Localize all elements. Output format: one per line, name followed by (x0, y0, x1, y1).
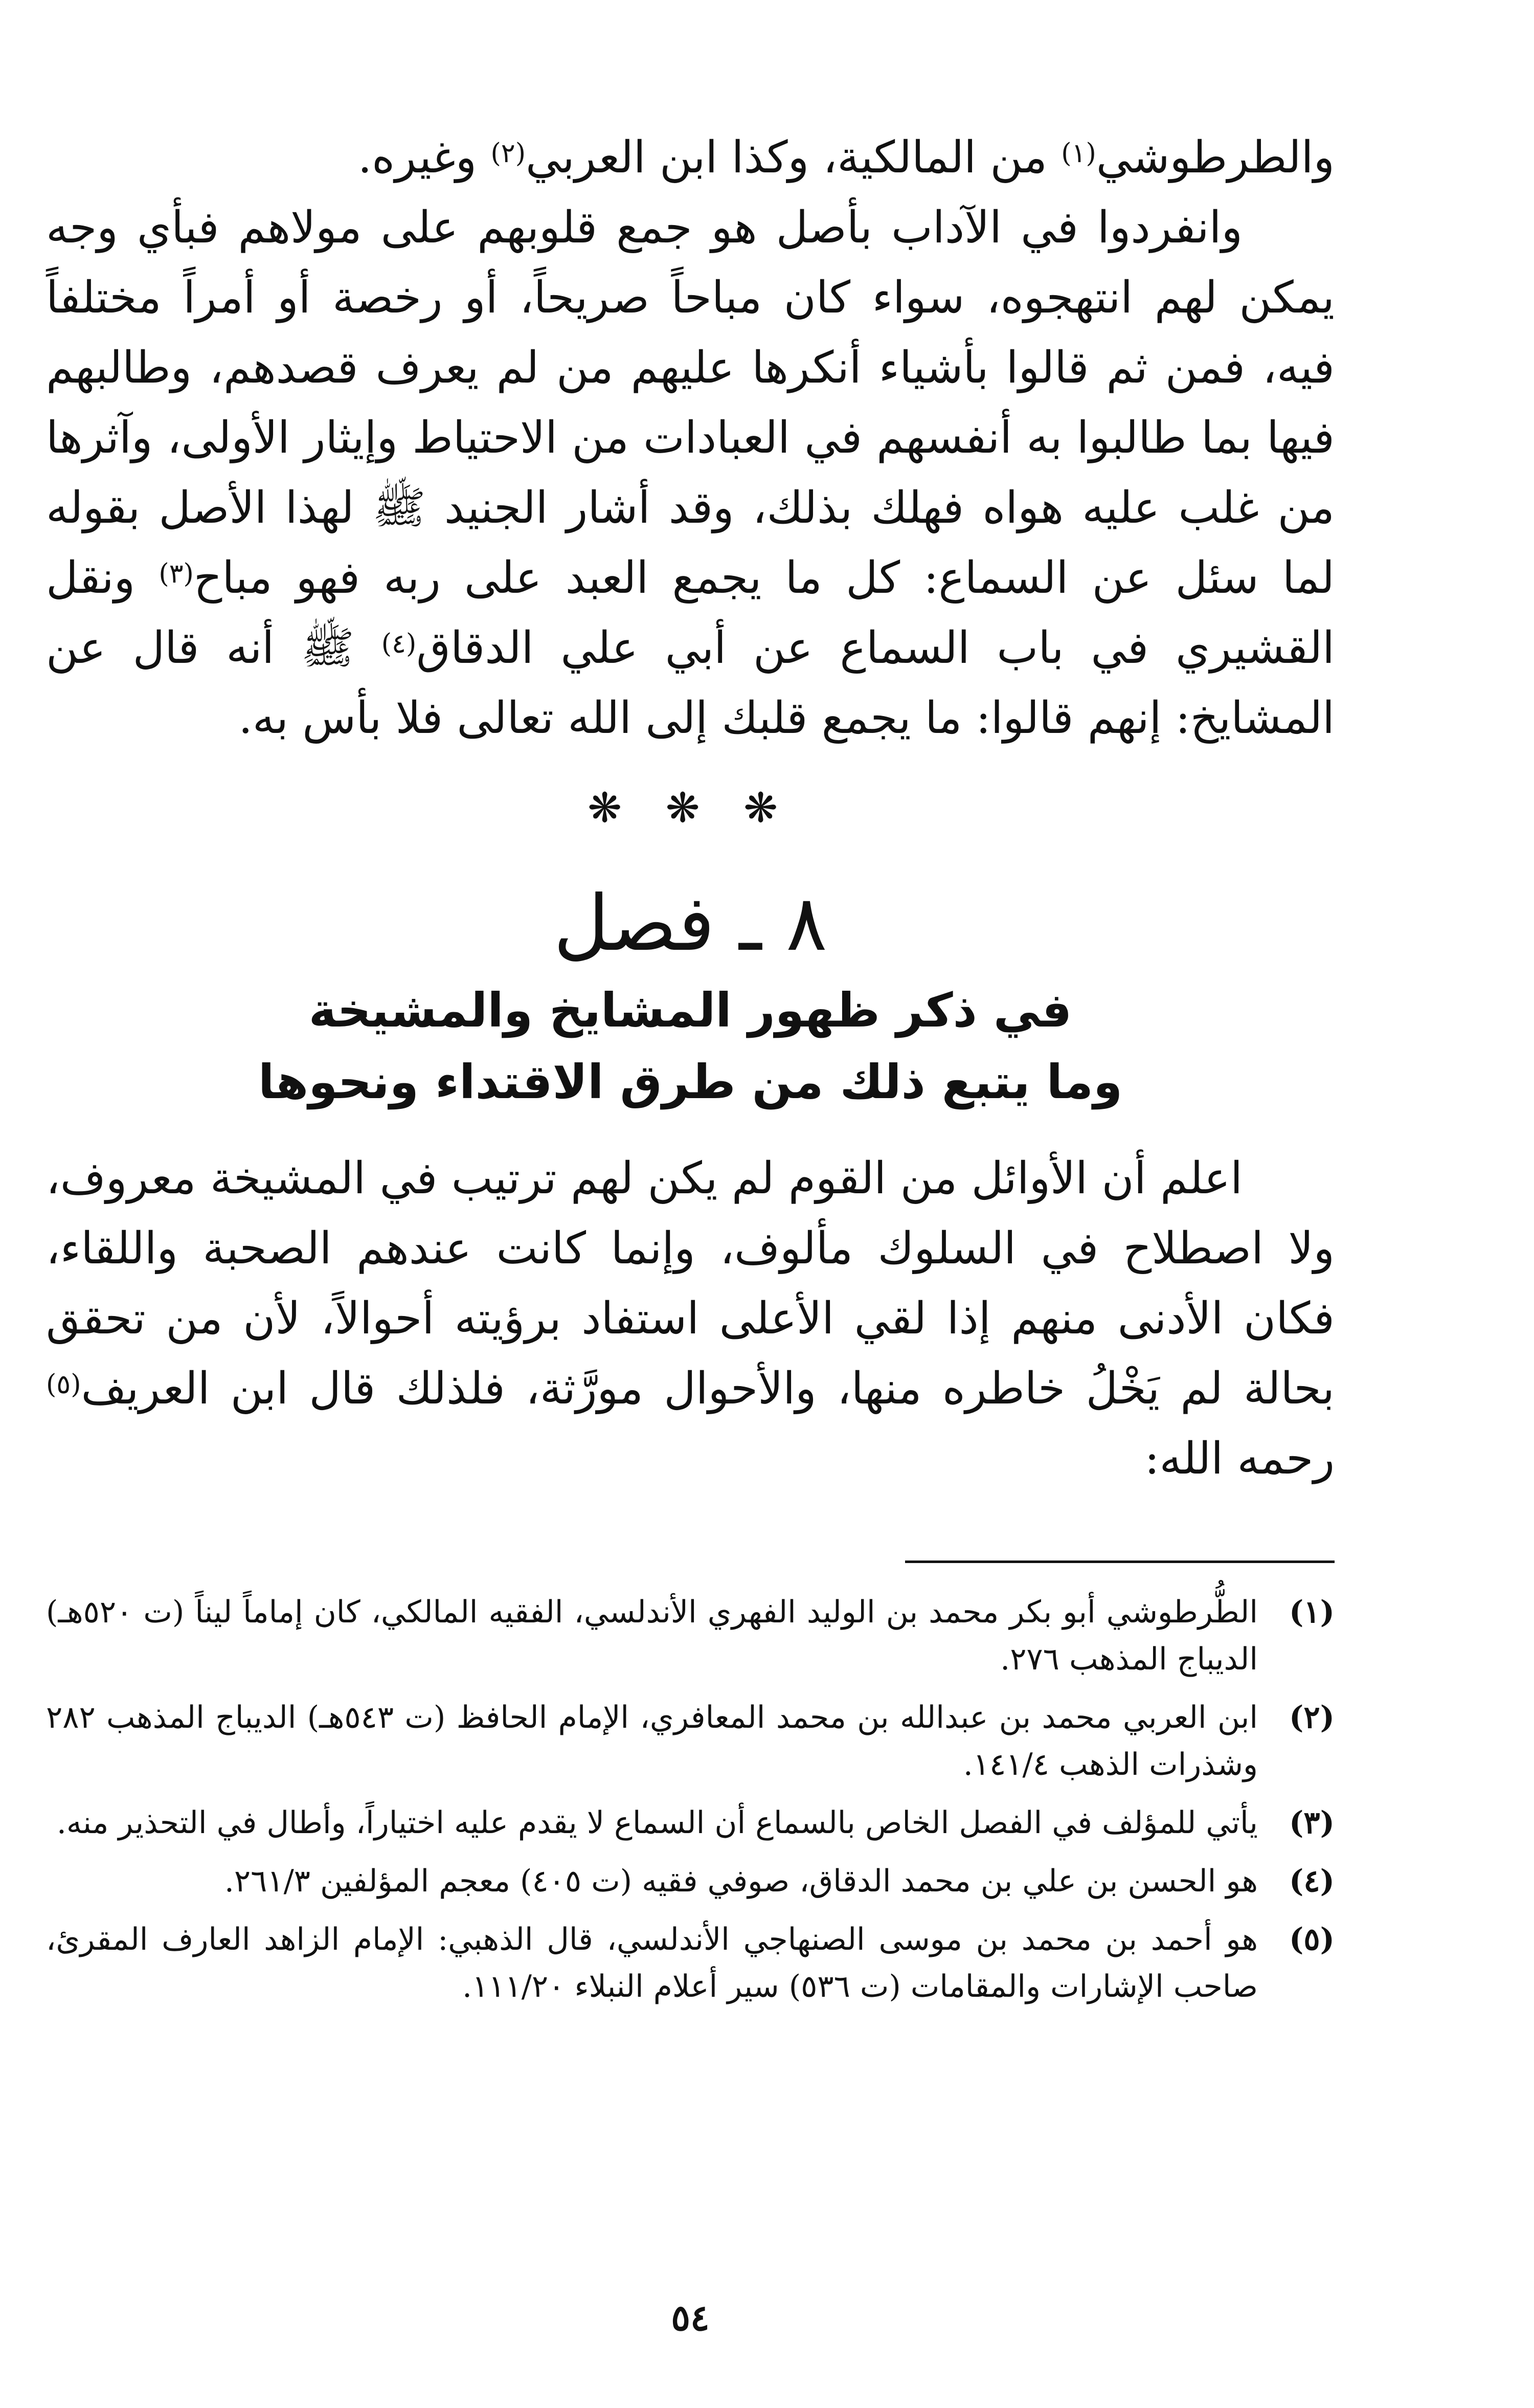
footnote-text: هو الحسن بن علي بن محمد الدقاق، صوفي فقيه (ت ٤٠٥) معجم المؤلفين ٢٦١/٣. (224, 1863, 1258, 1899)
footnote-separator (905, 1560, 1335, 1563)
page-number: ٥٤ (671, 2296, 710, 2339)
section-heading: ٨ ـ فصل (553, 879, 827, 968)
footnote-number: (٤) (1289, 1863, 1335, 1899)
subtitle-line-1: في ذكر ظهور المشايخ والمشيخة (308, 983, 1072, 1038)
section-subtitle (46, 975, 1335, 1118)
footnote-number: (٣) (1289, 1805, 1335, 1841)
footnote-text: هو أحمد بن محمد بن موسى الصنهاجي الأندلسي، قال الذهبي: الإمام الزاهد العارف المقرئ، صاحب الإشارات والمقامات (ت ٥٣٦) سير أعلام النبلاء ١١١/٢٠. (46, 1922, 1258, 2004)
footnote-ref-4: (٤) (381, 629, 417, 659)
footnote-number: (٢) (1289, 1700, 1335, 1735)
book-page (46, 123, 1335, 2373)
paragraph-text: وغيره. (357, 132, 491, 183)
footnote-text: يأتي للمؤلف في الفصل الخاص بالسماع أن السماع لا يقدم عليه اختياراً، وأطال في التحذير منه. (56, 1805, 1258, 1841)
footnote-ref-3: (٣) (159, 559, 194, 589)
footnote-text: ابن العربي محمد بن عبدالله بن محمد المعافري، الإمام الحافظ (ت ٥٤٣هـ) الديباج المذهب ٢٨٢ وشذرات الذهب ١٤١/٤. (46, 1700, 1258, 1782)
subtitle-line-2: وما يتبع ذلك من طرق الاقتداء ونحوها (258, 1055, 1123, 1109)
footnote-ref-5: (٥) (46, 1369, 81, 1400)
paragraph-text: ونقل القشيري في باب السماع عن أبي علي الدقاق (46, 552, 1335, 674)
section-divider-ornament: ❋ ❋ ❋ (588, 784, 793, 832)
footnote-number: (٥) (1289, 1922, 1335, 1957)
footnote-ref-2: (٢) (490, 138, 526, 169)
footnotes (46, 1589, 1335, 2010)
paragraph-text: وانفردوا في الآداب بأصل هو جمع قلوبهم على مولاهم فبأي وجه يمكن لهم انتهجوه، سواء كان مباحاً صريحاً، أو رخصة أو أمراً مختلفاً فيه، فمن ثم قالوا بأشياء أنكرها عليهم من لم يعرف قصدهم، وطالبهم فيها بما طالبوا به أنفسهم في العبادات من الاحتياط وإيثار الأولى، وآثرها من غلب عليه هواه فهلك بذلك، وقد أشار الجنيد ﷺ لهذا الأصل بقوله لما سئل عن السماع: كل ما يجمع العبد على ربه فهو مباح (46, 202, 1335, 604)
footnote (46, 1694, 1335, 1788)
paragraph-text: والطرطوشي (1096, 132, 1335, 183)
footnote-ref-1: (١) (1061, 138, 1096, 169)
paragraph-continuation (46, 123, 1335, 193)
footnote-text: الطُّرطوشي أبو بكر محمد بن الوليد الفهري الأندلسي، الفقيه المالكي، كان إماماً ليناً (ت ٥٢٠هـ) الديباج المذهب ٢٧٦. (46, 1594, 1258, 1677)
footnote (46, 1799, 1335, 1846)
paragraph-text: اعلم أن الأوائل من القوم لم يكن لهم ترتيب في المشيخة معروف، ولا اصطلاح في السلوك مألوف، وإنما كانت عندهم الصحبة واللقاء، فكان الأدنى منهم إذا لقي الأعلى استفاد برؤيته أحوالاً، لأن من تحقق بحالة لم يَخْلُ خاطره منها، والأحوال مورَّثة، فلذلك قال ابن العريف (46, 1153, 1335, 1414)
paragraph-text: ﷺ أنه قال عن المشايخ: إنهم قالوا: ما يجمع قلبك إلى الله تعالى فلا بأس به. (46, 622, 1335, 744)
paragraph-adab (46, 193, 1335, 753)
paragraph-text: رحمه الله: (1144, 1433, 1335, 1484)
footnote (46, 1858, 1335, 1905)
footnote (46, 1916, 1335, 2010)
footnote-number: (١) (1289, 1594, 1335, 1630)
paragraph-text: من المالكية، وكذا ابن العربي (526, 132, 1062, 183)
footnote (46, 1589, 1335, 1683)
paragraph-mashyakha (46, 1144, 1335, 1494)
